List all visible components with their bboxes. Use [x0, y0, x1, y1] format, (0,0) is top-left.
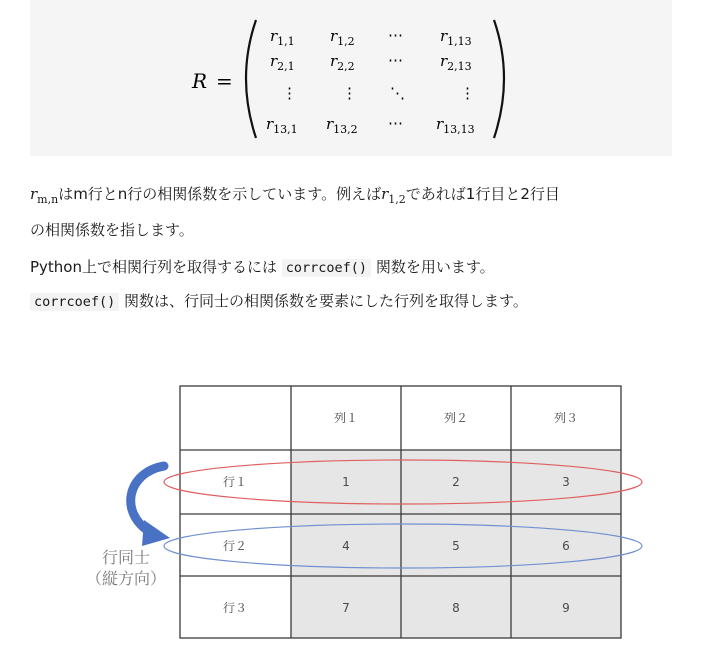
entry-r21: $r_{2,1}$ — [270, 52, 295, 73]
dots-v-3: ⋮ — [460, 84, 475, 102]
r-mn-symbol: $r_{m,n}$ — [30, 185, 59, 206]
entry-r2n: $r_{2,13}$ — [440, 52, 472, 73]
row-header-2: 行２ — [222, 539, 248, 553]
entry-rnn: $r_{13,13}$ — [436, 115, 475, 136]
dots-v-1: ⋮ — [282, 84, 297, 102]
col-header-1: 列１ — [333, 411, 359, 425]
col-header-3: 列３ — [553, 411, 579, 425]
cell-3-1: 7 — [342, 601, 350, 615]
paragraph-python-text-b: 関数を用います。 — [371, 258, 495, 276]
cell-2-3: 6 — [562, 539, 570, 553]
paragraph-definition-text-b: であれば1行目と2行目 — [405, 185, 560, 203]
paragraph-definition-text-a: はm行とn行の相関係数を示しています。例えば — [58, 185, 382, 203]
dots-v-2: ⋮ — [342, 84, 357, 102]
col-header-2: 列２ — [443, 411, 469, 425]
cell-1-2: 2 — [452, 475, 460, 489]
paragraph-corrcoef-text: 関数は、行同士の相関係数を要素にした行列を取得します。 — [119, 292, 528, 310]
dots-h-3: ⋯ — [388, 114, 403, 132]
cell-1-3: 3 — [562, 475, 570, 489]
row-header-3: 行３ — [222, 601, 248, 615]
r-12-symbol: $r_{1,2}$ — [381, 185, 406, 206]
dots-d: ⋱ — [390, 84, 405, 102]
cell-3-2: 8 — [452, 601, 460, 615]
paragraph-definition-line2: の相関係数を指します。 — [30, 221, 194, 239]
side-label-line2: （縦方向） — [85, 569, 167, 588]
entry-r1n: $r_{1,13}$ — [440, 27, 472, 48]
cell-3-3: 9 — [562, 601, 570, 615]
row-header-1: 行１ — [222, 475, 248, 489]
cell-2-2: 5 — [452, 539, 460, 553]
entry-r22: $r_{2,2}$ — [330, 52, 355, 73]
side-label-line1: 行同士 — [101, 548, 151, 567]
cell-1-1: 1 — [342, 475, 350, 489]
matrix-symbol: R — [192, 69, 208, 93]
arrow-head-icon — [142, 520, 170, 546]
dots-h-2: ⋯ — [388, 51, 403, 69]
entry-rn1: $r_{13,1}$ — [266, 115, 298, 136]
curved-arrow-icon — [131, 466, 164, 532]
inline-code-corrcoef-2: corrcoef() — [30, 293, 119, 311]
equals-sign: = — [216, 69, 233, 93]
dots-h-1: ⋯ — [388, 26, 403, 44]
entry-rn2: $r_{13,2}$ — [326, 115, 358, 136]
cell-2-1: 4 — [342, 539, 350, 553]
entry-r12: $r_{1,2}$ — [330, 27, 355, 48]
paragraph-python-text-a: Python上で相関行列を取得するには — [30, 258, 282, 276]
inline-code-corrcoef: corrcoef() — [282, 259, 371, 277]
entry-r11: $r_{1,1}$ — [270, 27, 295, 48]
